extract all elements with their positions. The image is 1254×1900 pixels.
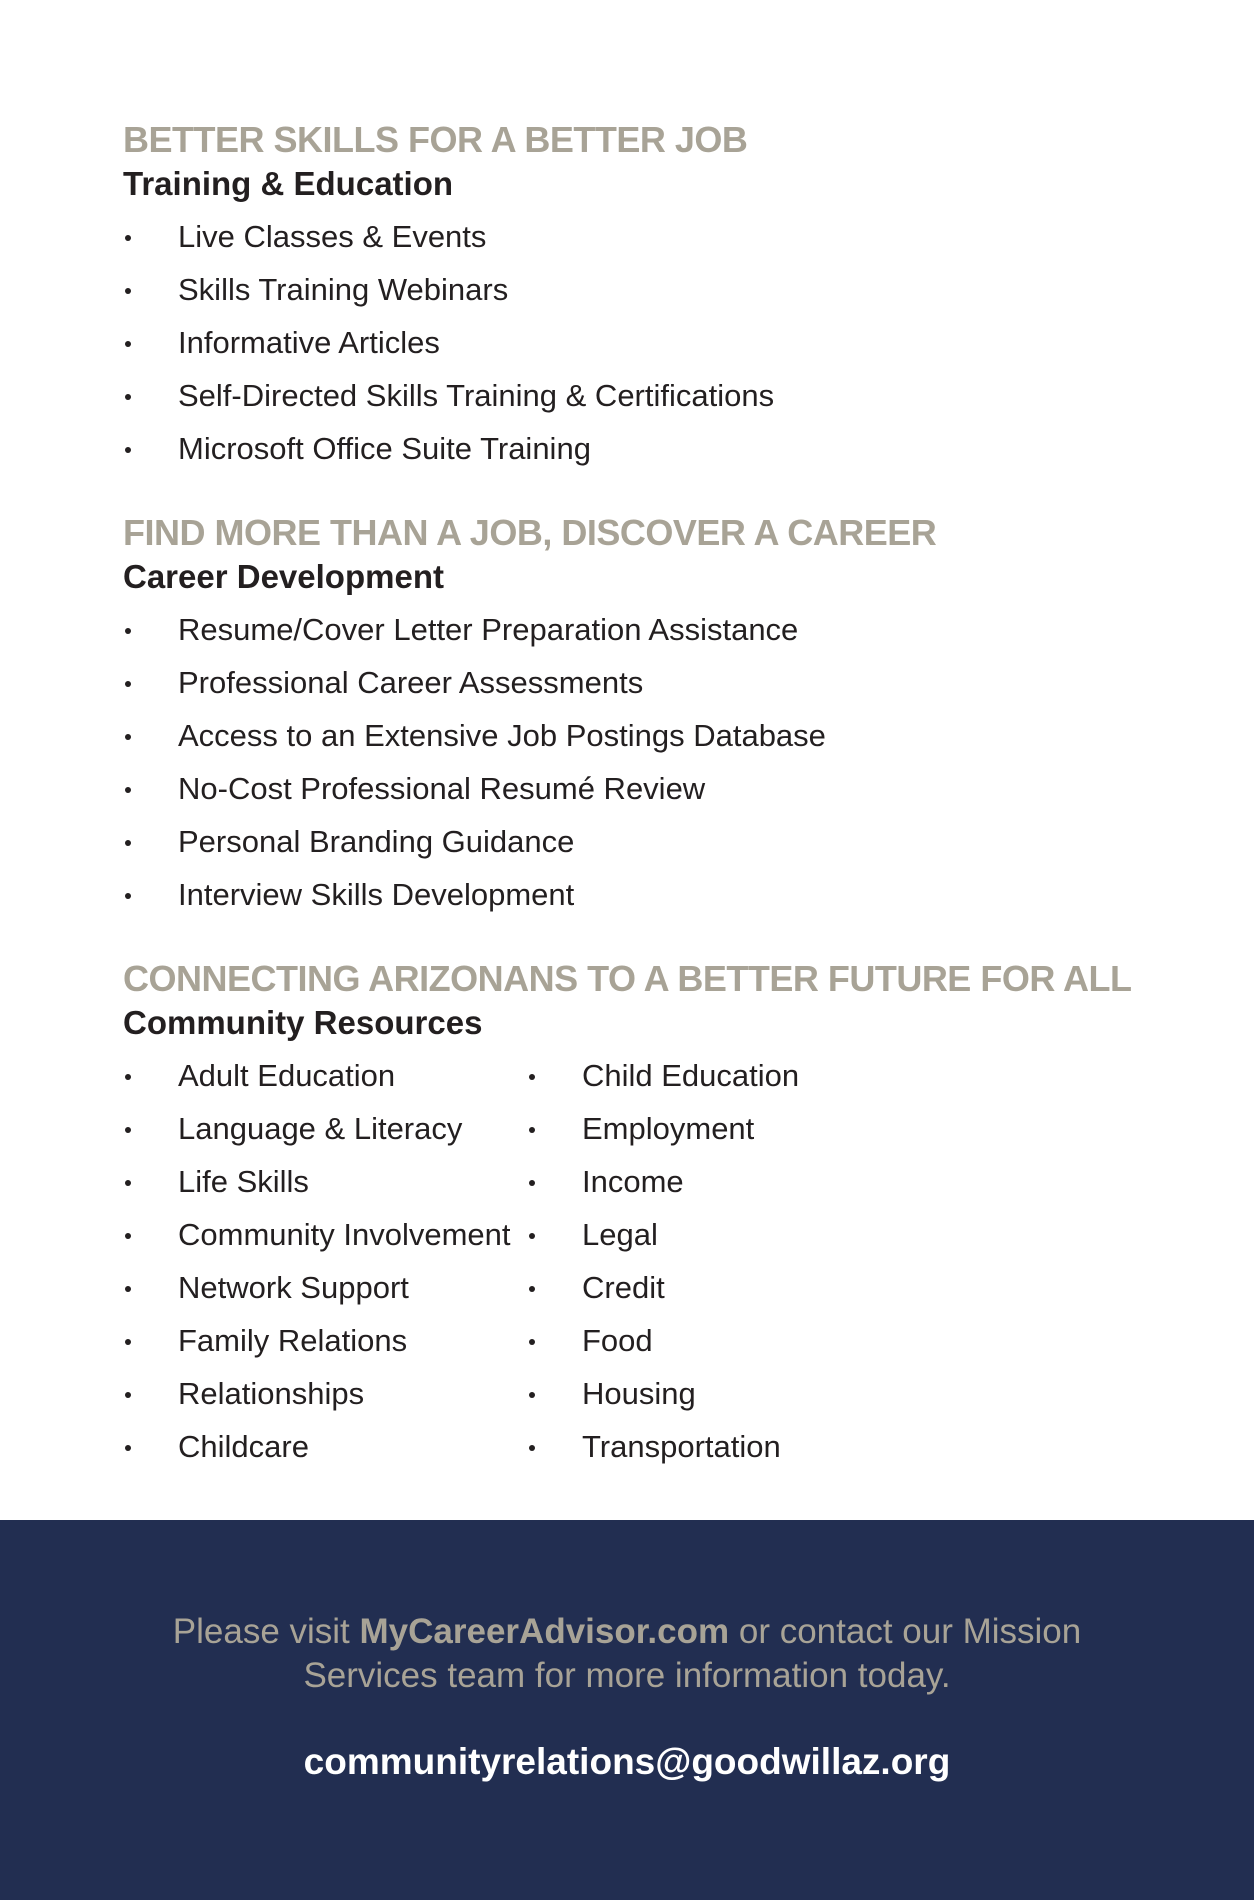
- list-item: Relationships: [123, 1367, 527, 1420]
- content: [123, 118, 1163, 1509]
- bullet-list-left: [123, 1049, 527, 1473]
- website-link[interactable]: MyCareerAdvisor.com: [359, 1612, 730, 1651]
- footer: [0, 1520, 1254, 1900]
- section-heading: BETTER SKILLS FOR A BETTER JOB: [123, 119, 748, 160]
- contact-email-link[interactable]: communityrelations@goodwillaz.org: [303, 1741, 951, 1782]
- list-item: Live Classes & Events: [123, 210, 1163, 263]
- section-training: [123, 118, 1163, 475]
- footer-text-before: Please visit: [172, 1612, 360, 1651]
- list-item: Family Relations: [123, 1314, 527, 1367]
- list-item: Resume/Cover Letter Preparation Assistance: [123, 603, 1163, 656]
- list-item: Microsoft Office Suite Training: [123, 422, 1163, 475]
- bullet-list: [123, 210, 1163, 475]
- list-item: Skills Training Webinars: [123, 263, 1163, 316]
- list-item: Self-Directed Skills Training & Certifications: [123, 369, 1163, 422]
- list-item: Interview Skills Development: [123, 868, 1163, 921]
- list-item: Informative Articles: [123, 316, 1163, 369]
- list-item: Employment: [527, 1102, 927, 1155]
- section-community: [123, 957, 1163, 1473]
- list-item: Child Education: [527, 1049, 927, 1102]
- resource-columns: [123, 1049, 1163, 1473]
- list-item: Personal Branding Guidance: [123, 815, 1163, 868]
- list-item: Language & Literacy: [123, 1102, 527, 1155]
- bullet-list-right: [527, 1049, 927, 1473]
- list-item: Food: [527, 1314, 927, 1367]
- list-item: Credit: [527, 1261, 927, 1314]
- list-item: Life Skills: [123, 1155, 527, 1208]
- bullet-list: [123, 603, 1163, 921]
- list-item: Adult Education: [123, 1049, 527, 1102]
- list-item: Legal: [527, 1208, 927, 1261]
- list-item: Community Involvement: [123, 1208, 527, 1261]
- list-item: Professional Career Assessments: [123, 656, 1163, 709]
- list-item: Transportation: [527, 1420, 927, 1473]
- list-item: Childcare: [123, 1420, 527, 1473]
- list-item: Housing: [527, 1367, 927, 1420]
- section-career: [123, 511, 1163, 921]
- list-item: Income: [527, 1155, 927, 1208]
- section-subheading: Community Resources: [123, 1004, 483, 1041]
- section-subheading: Career Development: [123, 558, 444, 595]
- section-heading: CONNECTING ARIZONANS TO A BETTER FUTURE FOR ALL: [123, 958, 1132, 999]
- list-item: Access to an Extensive Job Postings Database: [123, 709, 1163, 762]
- section-heading: FIND MORE THAN A JOB, DISCOVER A CAREER: [123, 512, 937, 553]
- section-subheading: Training & Education: [123, 165, 454, 202]
- footer-message: [137, 1610, 1117, 1698]
- list-item: Network Support: [123, 1261, 527, 1314]
- list-item: No-Cost Professional Resumé Review: [123, 762, 1163, 815]
- footer-text-after: or contact our Mission Services team for more information today.: [303, 1612, 1082, 1695]
